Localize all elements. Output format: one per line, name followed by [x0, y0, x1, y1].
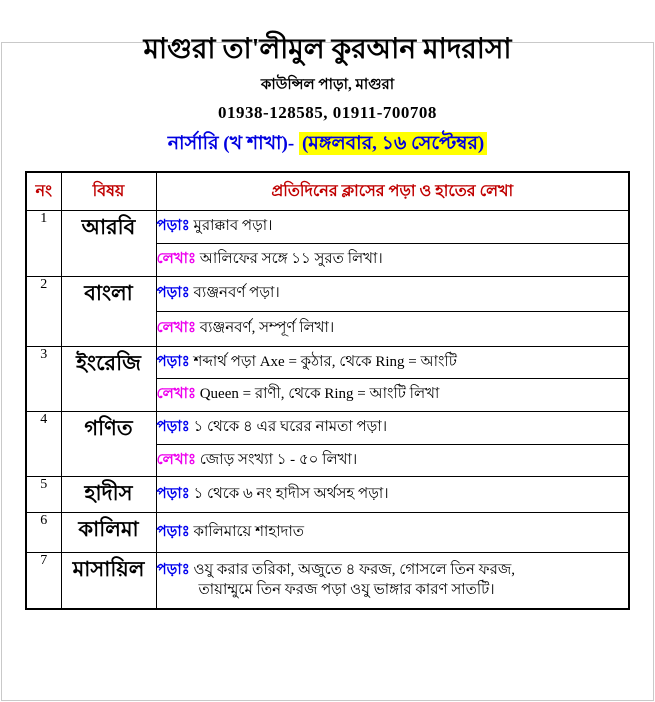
pora-label: পড়াঃ — [156, 218, 190, 235]
pora-label: পড়াঃ — [156, 562, 190, 578]
header-content: প্রতিদিনের ক্লাসের পড়া ও হাতের লেখা — [156, 172, 629, 210]
row-number: 2 — [26, 276, 61, 346]
pora-label: পড়াঃ — [156, 353, 190, 370]
page-title: মাগুরা তা'লীমুল কুরআন মাদরাসা — [143, 34, 512, 65]
lekha-label: লেখাঃ — [156, 251, 196, 268]
lekha-label: লেখাঃ — [156, 320, 196, 337]
pora-text-line2: তায়াম্মুমে তিন ফরজ পড়া ওযু ভাঙ্গার কারণ সাতটি। — [198, 582, 495, 599]
lekha-label: লেখাঃ — [156, 386, 196, 403]
subject-name: হাদীস — [61, 476, 156, 512]
row-number: 4 — [26, 411, 61, 476]
subject-name: কালিমা — [61, 512, 156, 552]
subject-name: আরবি — [61, 210, 156, 276]
lekha-text: আলিফের সঙ্গে ১১ সুরত লিখা। — [199, 251, 383, 268]
pora-label: পড়াঃ — [156, 285, 190, 302]
header-subject: বিষয় — [61, 172, 156, 210]
pora-text: ১ থেকে ৬ নং হাদীস অর্থসহ পড়া। — [193, 485, 389, 502]
document-page — [0, 32, 655, 702]
pora-label: পড়াঃ — [156, 485, 190, 502]
lekha-label: লেখাঃ — [156, 451, 196, 468]
row-number: 3 — [26, 346, 61, 411]
pora-text: মুরাক্কাব পড়া। — [193, 218, 273, 235]
pora-text: ব্যঞ্জনবর্ণ পড়া। — [193, 285, 280, 302]
subject-name: ইংরেজি — [61, 346, 156, 411]
subject-name: গণিত — [61, 411, 156, 476]
class-date-highlight: (মঙ্গলবার, ১৬ সেপ্টেম্বর) — [299, 132, 487, 155]
pora-text: কালিমায়ে শাহাদাত — [193, 523, 305, 540]
header-no: নং — [26, 172, 61, 210]
pora-text: ১ থেকে ৪ এর ঘরের নামতা পড়া। — [193, 419, 388, 436]
row-number: 5 — [26, 476, 61, 512]
address-line: কাউন্সিল পাড়া, মাগুরা — [260, 77, 395, 93]
class-name: নার্সারি (খ শাখা)- — [167, 133, 299, 154]
subject-name: বাংলা — [61, 276, 156, 346]
row-number: 7 — [26, 552, 61, 609]
row-number: 6 — [26, 512, 61, 552]
lekha-text: ব্যঞ্জনবর্ণ, সম্পূর্ণ লিখা। — [199, 320, 335, 337]
lekha-text: Queen = রাণী, থেকে Ring = আংটি লিখা — [199, 386, 440, 403]
row-number: 1 — [26, 210, 61, 276]
phone-numbers: 01938-128585, 01911-700708 — [218, 103, 437, 122]
pora-label: পড়াঃ — [156, 523, 190, 540]
pora-label: পড়াঃ — [156, 419, 190, 436]
pora-text-line1: ওযু করার তরিকা, অজুতে ৪ ফরজ, গোসলে তিন ফরজ, — [193, 562, 515, 578]
pora-text: শব্দার্থ পড়া Axe = কুঠার, থেকে Ring = আংটি — [193, 353, 457, 370]
document-header — [0, 32, 655, 161]
subject-name: মাসায়িল — [61, 552, 156, 609]
lekha-text: জোড় সংখ্যা ১ - ৫০ লিখা। — [199, 451, 358, 468]
class-info-line — [0, 129, 655, 161]
